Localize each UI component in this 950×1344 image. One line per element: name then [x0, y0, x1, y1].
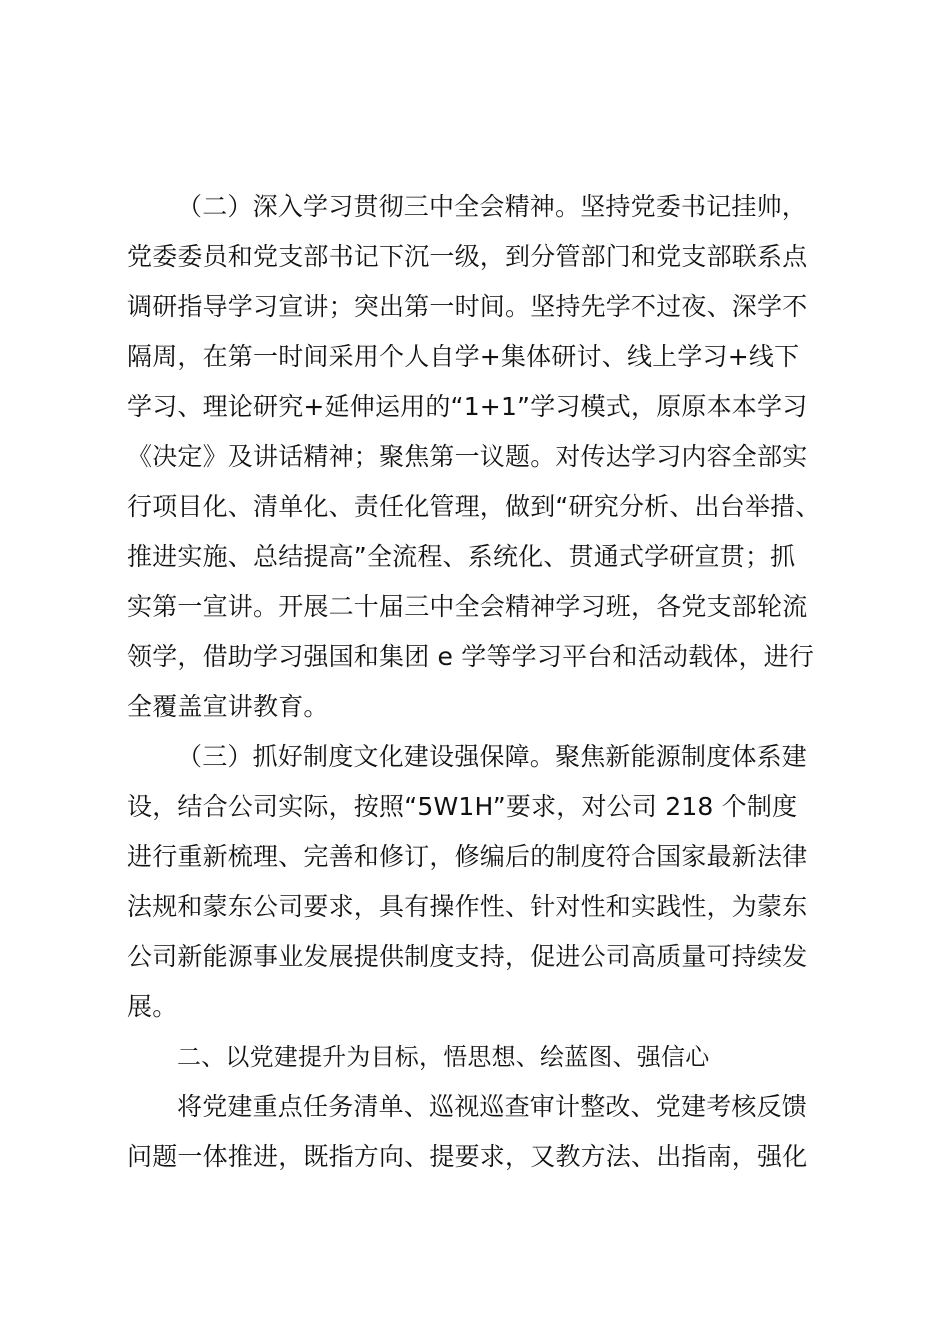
paragraph-2-line-11: 全覆盖宣讲教育。	[127, 692, 329, 721]
paragraph-4-line-2: 问题一体推进，既指方向、提要求，又教方法、出指南，强化	[127, 1142, 808, 1171]
paragraph-2-line-2: 党委委员和党支部书记下沉一级，到分管部门和党支部联系点	[127, 242, 808, 271]
paragraph-2-line-5: 学习、理论研究+延伸运用的“1+1”学习模式，原原本本学习	[127, 392, 808, 421]
paragraph-2-line-4: 隔周，在第一时间采用个人自学+集体研讨、线上学习+线下	[127, 342, 800, 371]
paragraph-3-line-3: 进行重新梳理、完善和修订，修编后的制度符合国家最新法律	[127, 842, 808, 871]
paragraph-4-line-1: 将党建重点任务清单、巡视巡查审计整改、党建考核反馈	[177, 1092, 808, 1121]
paragraph-2-line-7: 行项目化、清单化、责任化管理，做到“研究分析、出台举措、	[127, 492, 821, 521]
section-heading: 二、以党建提升为目标，悟思想、绘蓝图、强信心	[177, 1043, 710, 1071]
paragraph-2-line-10: 领学，借助学习强国和集团 e 学等学习平台和活动载体，进行	[127, 642, 815, 671]
paragraph-3-line-6: 展。	[127, 992, 178, 1021]
paragraph-2-line-6: 《决定》及讲话精神；聚焦第一议题。对传达学习内容全部实	[127, 442, 808, 471]
paragraph-3-line-2: 设，结合公司实际，按照“5W1H”要求，对公司 218 个制度	[127, 792, 798, 821]
paragraph-2-line-8: 推进实施、总结提高”全流程、系统化、贯通式学研宣贯；抓	[127, 542, 796, 571]
paragraph-3-line-1: （三）抓好制度文化建设强保障。聚焦新能源制度体系建	[177, 742, 808, 771]
paragraph-2-line-1: （二）深入学习贯彻三中全会精神。坚持党委书记挂帅，	[177, 192, 808, 221]
paragraph-3-line-4: 法规和蒙东公司要求，具有操作性、针对性和实践性，为蒙东	[127, 892, 808, 921]
paragraph-2-line-9: 实第一宣讲。开展二十届三中全会精神学习班，各党支部轮流	[127, 592, 808, 621]
paragraph-2-line-3: 调研指导学习宣讲；突出第一时间。坚持先学不过夜、深学不	[127, 292, 808, 321]
paragraph-3-line-5: 公司新能源事业发展提供制度支持，促进公司高质量可持续发	[127, 942, 808, 971]
